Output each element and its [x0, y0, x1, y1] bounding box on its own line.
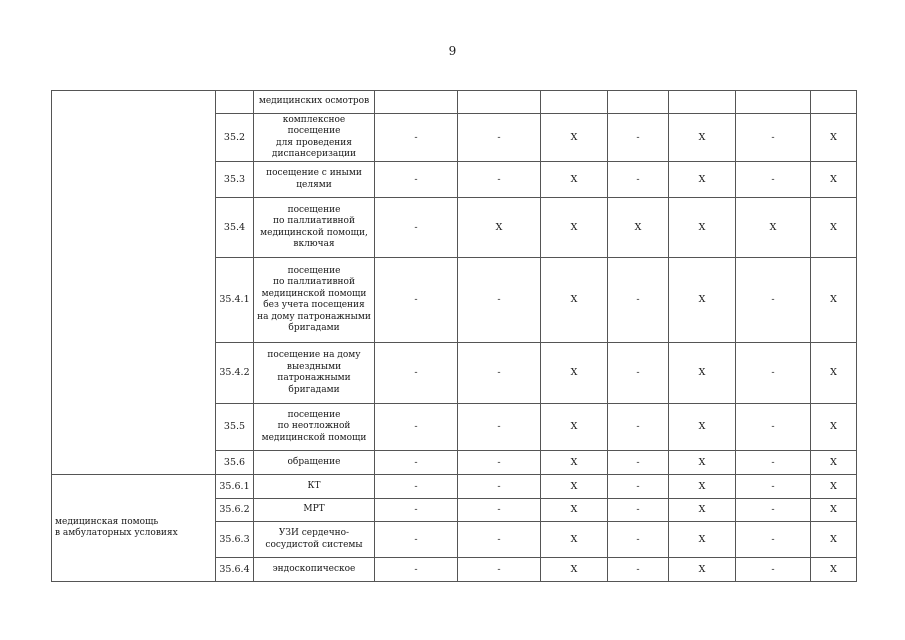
value-cell: X [541, 558, 608, 582]
value-cell: X [541, 343, 608, 404]
value-cell: - [458, 114, 541, 162]
page-number: 9 [448, 44, 457, 58]
value-cell: - [375, 198, 458, 258]
value-cell: - [375, 258, 458, 343]
value-cell: - [736, 451, 811, 475]
row-description: посещение на дому выездными патронажными бригадами [254, 343, 375, 404]
row-code: 35.5 [216, 404, 254, 451]
row-code: 35.6.4 [216, 558, 254, 582]
row-code: 35.3 [216, 162, 254, 198]
value-cell: - [375, 343, 458, 404]
row-description: УЗИ сердечно- сосудистой системы [254, 522, 375, 558]
value-cell: - [375, 522, 458, 558]
value-cell: - [458, 451, 541, 475]
section-cell-ambulatory: медицинская помощь в амбулаторных условиях [52, 475, 216, 582]
row-description: посещение с иными целями [254, 162, 375, 198]
value-cell: X [669, 475, 736, 499]
value-cell: X [811, 258, 857, 343]
value-cell: - [375, 162, 458, 198]
value-cell: X [458, 198, 541, 258]
row-code: 35.6.2 [216, 499, 254, 522]
value-cell: - [608, 522, 669, 558]
table-row [52, 91, 857, 114]
row-code: 35.6.1 [216, 475, 254, 499]
row-code [216, 91, 254, 114]
value-cell: X [669, 451, 736, 475]
value-cell: X [811, 499, 857, 522]
value-cell: X [608, 198, 669, 258]
value-cell: - [608, 404, 669, 451]
value-cell: X [541, 162, 608, 198]
value-cell: - [736, 162, 811, 198]
value-cell: - [375, 114, 458, 162]
row-code: 35.2 [216, 114, 254, 162]
value-cell: X [541, 522, 608, 558]
value-cell: - [608, 475, 669, 499]
value-cell: X [541, 451, 608, 475]
value-cell: - [375, 499, 458, 522]
value-cell: - [736, 499, 811, 522]
value-cell [458, 91, 541, 114]
row-description: МРТ [254, 499, 375, 522]
value-cell: - [458, 404, 541, 451]
value-cell: X [669, 198, 736, 258]
row-description: посещение по неотложной медицинской помощи [254, 404, 375, 451]
value-cell: X [541, 475, 608, 499]
value-cell: X [669, 404, 736, 451]
value-cell: - [608, 499, 669, 522]
value-cell: X [541, 404, 608, 451]
value-cell: X [811, 451, 857, 475]
row-description: медицинских осмотров [254, 91, 375, 114]
value-cell [375, 91, 458, 114]
value-cell: X [669, 114, 736, 162]
value-cell: - [375, 451, 458, 475]
value-cell: X [811, 404, 857, 451]
value-cell: X [669, 499, 736, 522]
value-cell: - [736, 114, 811, 162]
value-cell: X [541, 258, 608, 343]
row-description: эндоскопическое [254, 558, 375, 582]
row-description: посещение по паллиативной медицинской помощи без учета посещения на дому патронажными бригадами [254, 258, 375, 343]
value-cell [541, 91, 608, 114]
value-cell: - [736, 404, 811, 451]
row-code: 35.6 [216, 451, 254, 475]
value-cell: - [375, 404, 458, 451]
value-cell: X [811, 558, 857, 582]
value-cell: - [458, 258, 541, 343]
row-description: посещение по паллиативной медицинской помощи, включая [254, 198, 375, 258]
value-cell: X [811, 475, 857, 499]
value-cell: - [458, 499, 541, 522]
row-code: 35.4.1 [216, 258, 254, 343]
row-code: 35.6.3 [216, 522, 254, 558]
row-code: 35.4.2 [216, 343, 254, 404]
value-cell: X [669, 162, 736, 198]
value-cell: - [608, 558, 669, 582]
value-cell [736, 91, 811, 114]
value-cell: - [736, 522, 811, 558]
section-cell-upper [52, 91, 216, 475]
table-row [52, 475, 857, 499]
value-cell: - [375, 558, 458, 582]
value-cell: - [736, 343, 811, 404]
value-cell: X [736, 198, 811, 258]
services-table [51, 90, 857, 582]
value-cell: - [608, 343, 669, 404]
value-cell: - [458, 475, 541, 499]
value-cell: X [669, 522, 736, 558]
value-cell: - [458, 558, 541, 582]
row-description: обращение [254, 451, 375, 475]
value-cell: - [458, 162, 541, 198]
value-cell: X [811, 198, 857, 258]
value-cell: X [541, 499, 608, 522]
value-cell [608, 91, 669, 114]
value-cell: X [541, 198, 608, 258]
value-cell: - [736, 558, 811, 582]
value-cell: - [736, 475, 811, 499]
value-cell: X [811, 343, 857, 404]
row-description: КТ [254, 475, 375, 499]
row-description: комплексное посещение для проведения диспансеризации [254, 114, 375, 162]
value-cell [669, 91, 736, 114]
value-cell: - [608, 114, 669, 162]
value-cell: X [669, 343, 736, 404]
value-cell: X [811, 522, 857, 558]
value-cell: - [458, 343, 541, 404]
value-cell: - [608, 258, 669, 343]
value-cell: - [375, 475, 458, 499]
value-cell: X [669, 558, 736, 582]
row-code: 35.4 [216, 198, 254, 258]
value-cell: X [541, 114, 608, 162]
value-cell: - [608, 451, 669, 475]
value-cell: - [736, 258, 811, 343]
value-cell [811, 91, 857, 114]
value-cell: X [811, 114, 857, 162]
value-cell: - [458, 522, 541, 558]
value-cell: X [811, 162, 857, 198]
value-cell: - [608, 162, 669, 198]
value-cell: X [669, 258, 736, 343]
